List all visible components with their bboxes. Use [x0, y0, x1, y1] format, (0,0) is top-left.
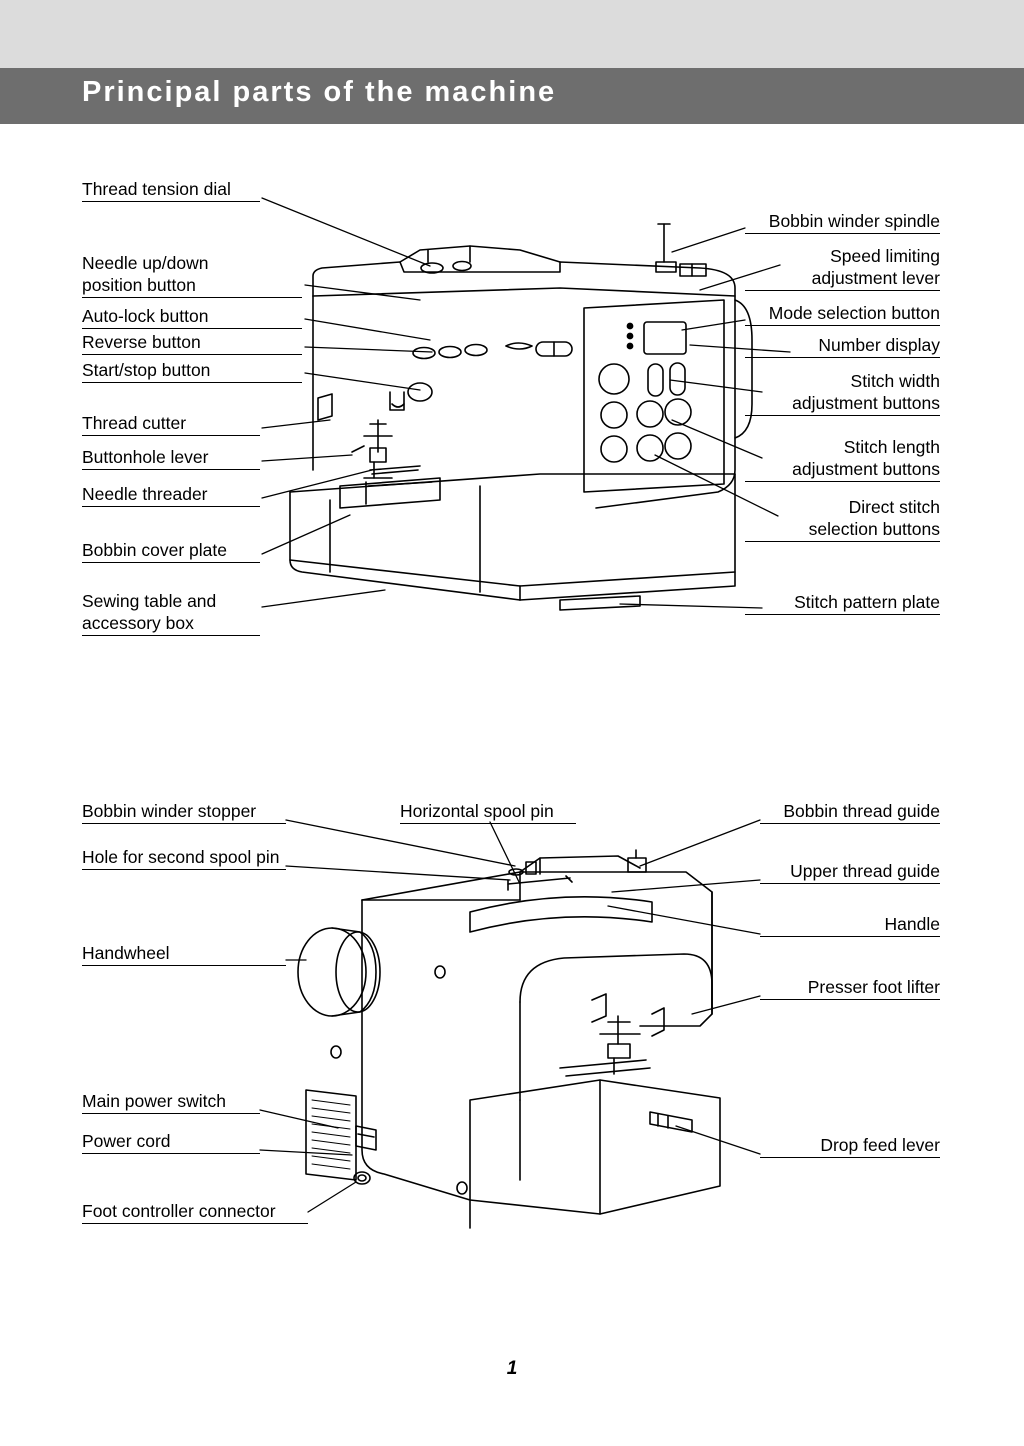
- label-drop-feed-lever: Drop feed lever: [760, 1134, 940, 1158]
- label-hole-for-second-spool-pin: Hole for second spool pin: [82, 846, 286, 870]
- label-bobbin-winder-stopper: Bobbin winder stopper: [82, 800, 286, 824]
- label-direct-stitch-selection-buttons: Direct stitch selection buttons: [745, 496, 940, 542]
- label-upper-thread-guide: Upper thread guide: [760, 860, 940, 884]
- label-thread-tension-dial: Thread tension dial: [82, 178, 260, 202]
- label-stitch-width-adjustment-buttons: Stitch width adjustment buttons: [745, 370, 940, 416]
- label-foot-controller-connector: Foot controller connector: [82, 1200, 308, 1224]
- label-handle: Handle: [760, 913, 940, 937]
- label-mode-selection-button: Mode selection button: [745, 302, 940, 326]
- page-number: 1: [506, 1358, 518, 1379]
- label-start-stop-button: Start/stop button: [82, 359, 302, 383]
- label-stitch-length-adjustment-buttons: Stitch length adjustment buttons: [745, 436, 940, 482]
- label-main-power-switch: Main power switch: [82, 1090, 260, 1114]
- label-speed-limiting-adjustment-lever: Speed limiting adjustment lever: [745, 245, 940, 291]
- label-presser-foot-lifter: Presser foot lifter: [760, 976, 940, 1000]
- label-bobbin-thread-guide: Bobbin thread guide: [760, 800, 940, 824]
- label-horizontal-spool-pin: Horizontal spool pin: [400, 800, 576, 824]
- label-thread-cutter: Thread cutter: [82, 412, 260, 436]
- label-auto-lock-button: Auto-lock button: [82, 305, 302, 329]
- label-power-cord: Power cord: [82, 1130, 260, 1154]
- label-sewing-table-and-accessory-box: Sewing table and accessory box: [82, 590, 260, 636]
- label-needle-threader: Needle threader: [82, 483, 260, 507]
- label-bobbin-winder-spindle: Bobbin winder spindle: [745, 210, 940, 234]
- label-reverse-button: Reverse button: [82, 331, 302, 355]
- label-buttonhole-lever: Buttonhole lever: [82, 446, 260, 470]
- label-handwheel: Handwheel: [82, 942, 286, 966]
- label-bobbin-cover-plate: Bobbin cover plate: [82, 539, 260, 563]
- label-number-display: Number display: [745, 334, 940, 358]
- page-title: Principal parts of the machine: [82, 76, 557, 108]
- label-needle-up-down-position-button: Needle up/down position button: [82, 252, 302, 298]
- label-stitch-pattern-plate: Stitch pattern plate: [745, 591, 940, 615]
